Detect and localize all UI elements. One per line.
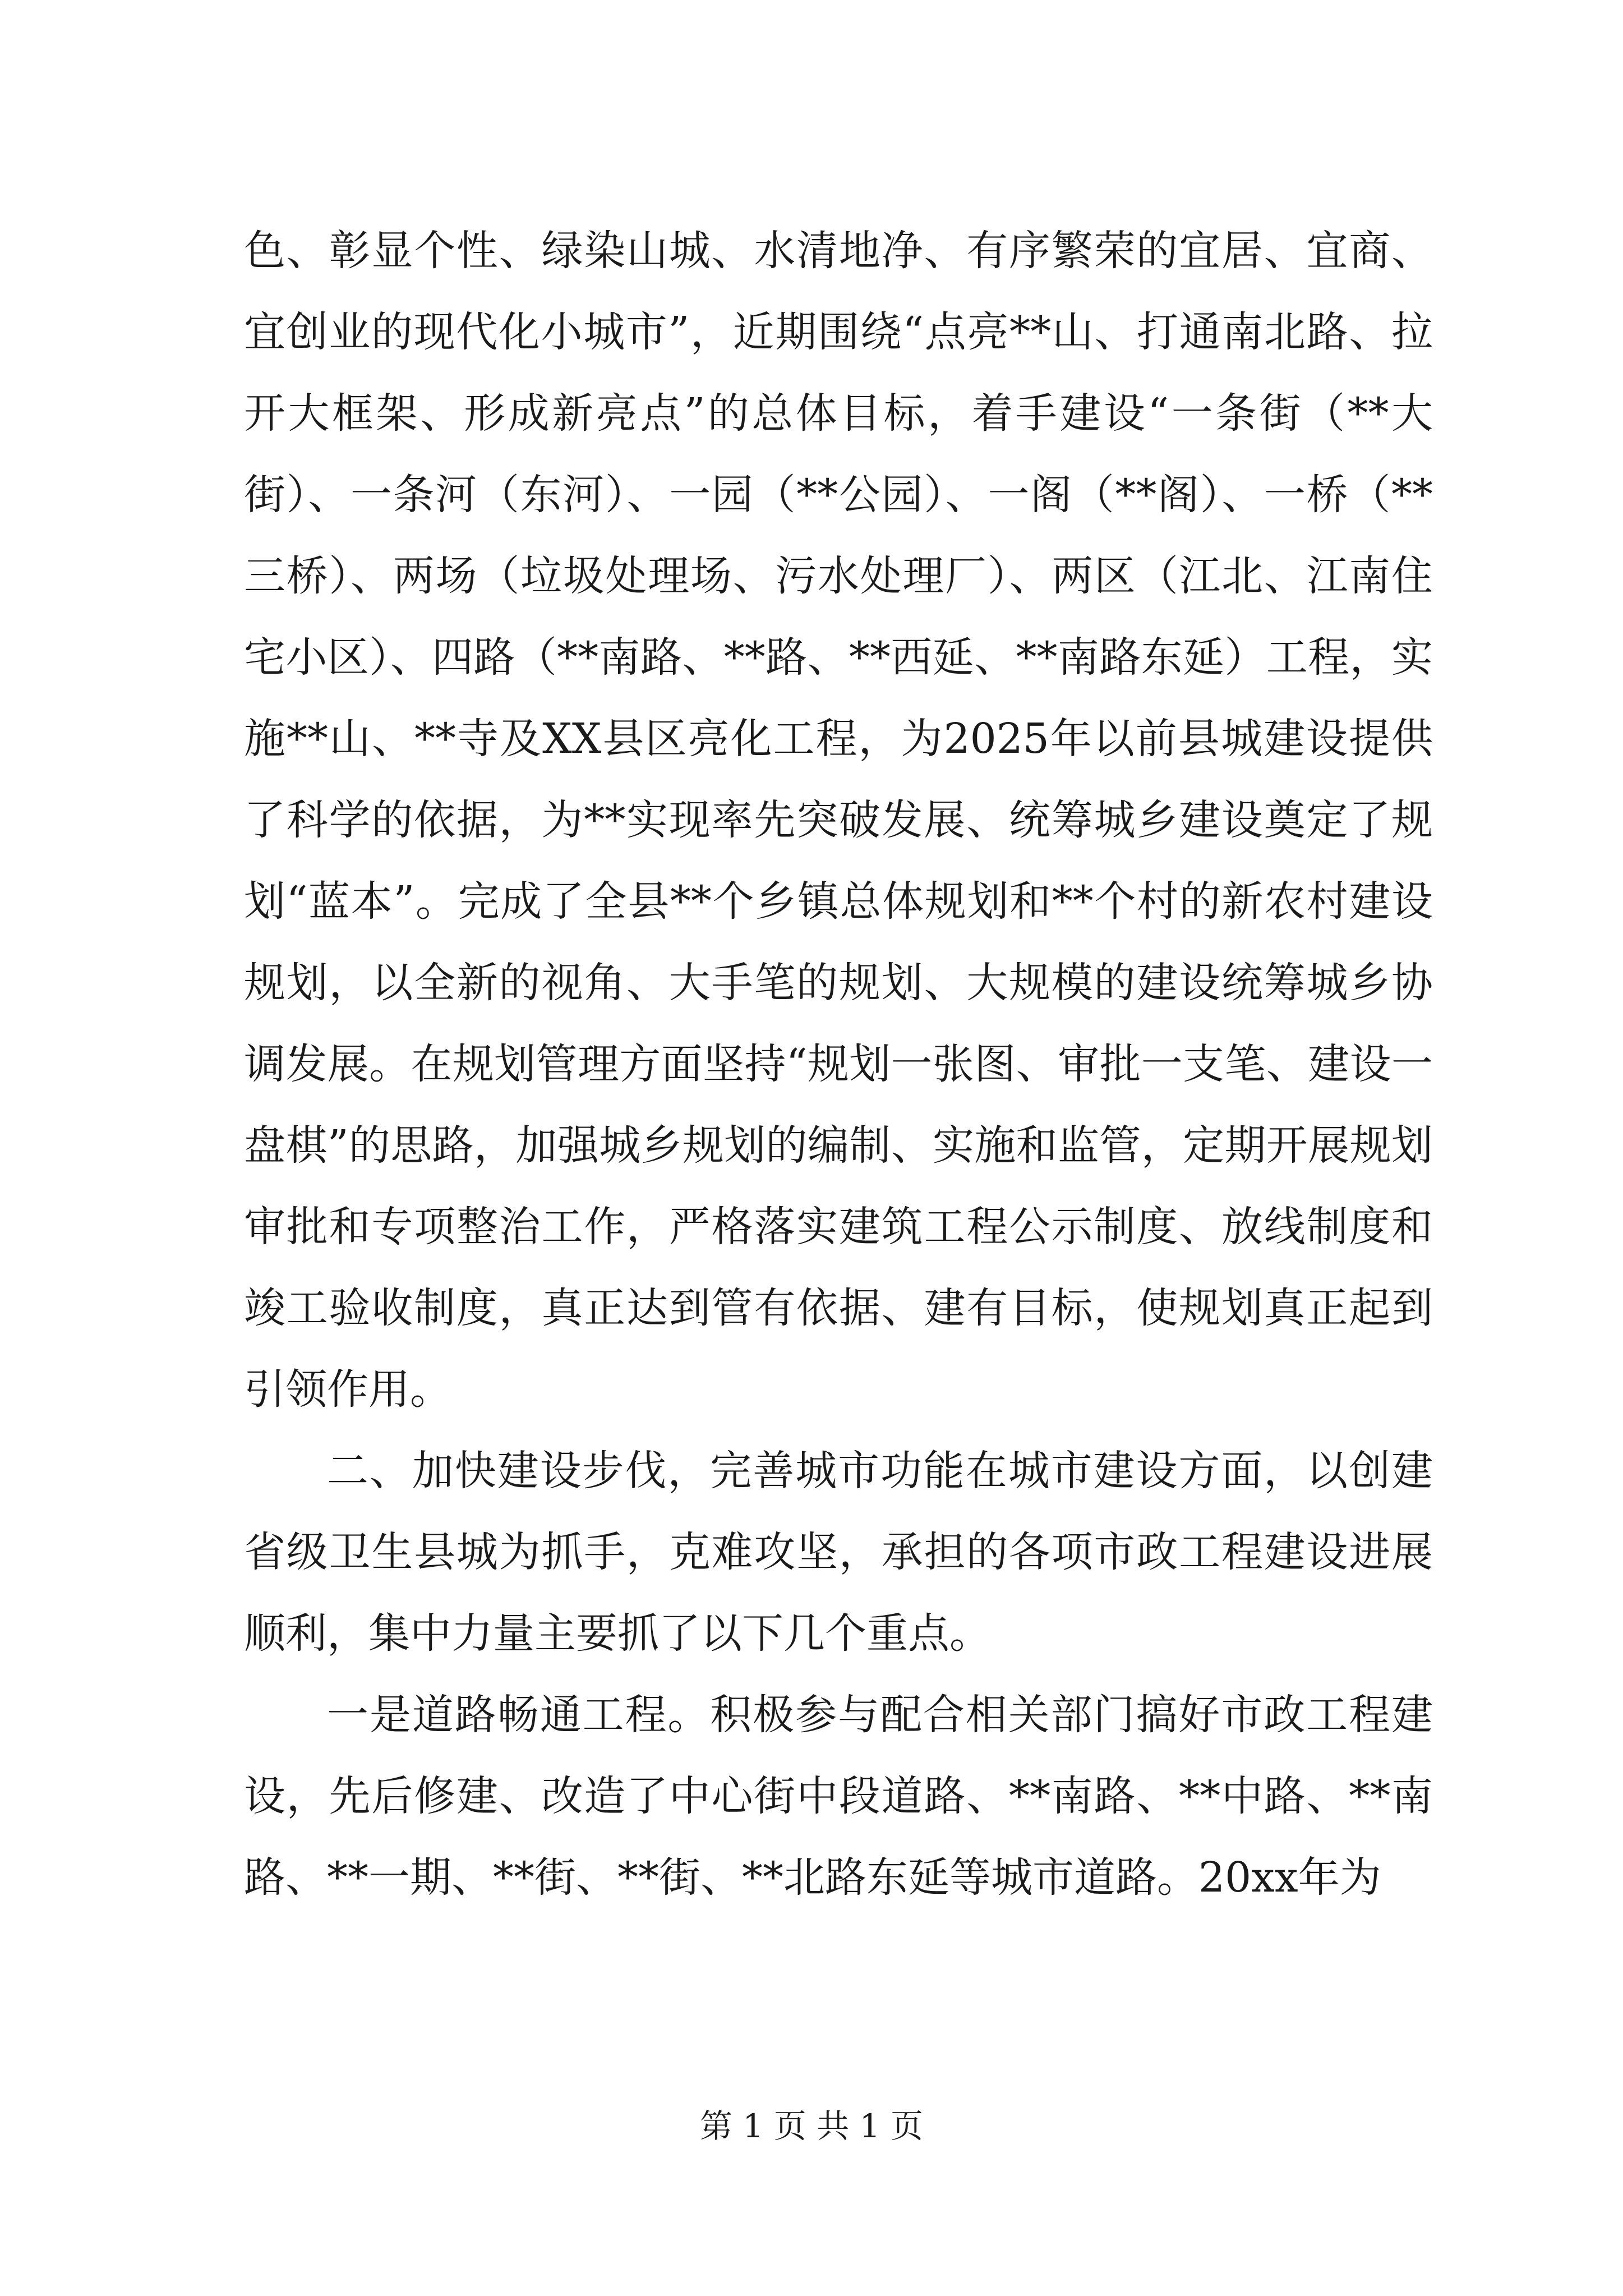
- page-number-footer: 第 1 页 共 1 页: [700, 2107, 923, 2145]
- paragraph-road-project: 一是道路畅通工程。积极参与配合相关部门搞好市政工程建设，先后修建、改造了中心街中段道路、**南路、**中路、**南路、**一期、**街、**街、**北路东延等城市道路。20xx年为: [244, 1691, 1433, 1902]
- paragraph-planning: 色、彰显个性、绿染山城、水清地净、有序繁荣的宜居、宜商、宜创业的现代化小城市”，近期围绕“点亮**山、打通南北路、拉开大框架、形成新亮点”的总体目标，着手建设“一条街（**大街）、一条河（东河）、一园（**公园）、一阁（**阁）、一桥（**三桥）、两场（垃圾处理场、污水处理厂）、两区（江北、江南住宅小区）、四路（**南路、**路、**西延、**南路东延）工程，实施**山、**寺及XX县区亮化工程，为2025年以前县城建设提供了科学的依据，为**实现率先突破发展、统筹城乡建设奠定了规划“蓝本”。完成了全县**个乡镇总体规划和**个村的新农村建设规划，以全新的视角、大手笔的规划、大规模的建设统筹城乡协调发展。在规划管理方面坚持“规划一张图、审批一支笔、建设一盘棋”的思路，加强城乡规划的编制、实施和监管，定期开展规划审批和专项整治工作，严格落实建筑工程公示制度、放线制度和竣工验收制度，真正达到管有依据、建有目标，使规划真正起到引领作用。: [244, 227, 1433, 1414]
- paragraph-construction-pace: 二、加快建设步伐，完善城市功能在城市建设方面，以创建省级卫生县城为抓手，克难攻坚，承担的各项市政工程建设进展顺利，集中力量主要抓了以下几个重点。: [244, 1447, 1433, 1658]
- document-body: [244, 210, 1433, 1918]
